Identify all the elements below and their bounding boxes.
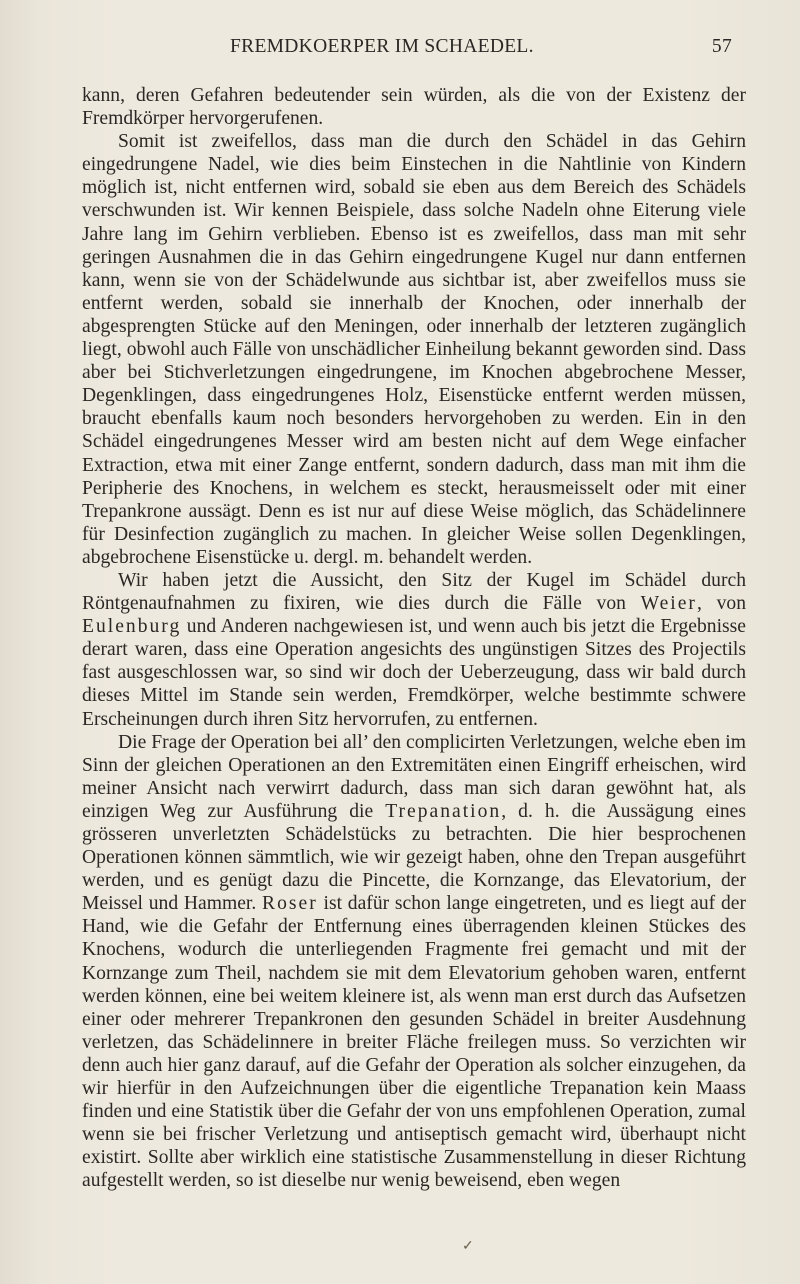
text-run: kann, deren Gefahren bedeutender sein würden, als die von der Existenz der Fremdkörper hervorgerufenen. (82, 85, 746, 130)
running-header (80, 36, 732, 64)
spaced-name: Roser (262, 893, 318, 915)
spaced-name: Trepanation (385, 800, 502, 822)
page-number: 57 (711, 36, 732, 57)
paragraph (82, 130, 746, 569)
running-title: FREMDKOERPER IM SCHAEDEL. (230, 36, 534, 57)
spaced-name: Eulenburg (82, 616, 182, 638)
spaced-name: Weier (640, 593, 697, 615)
printer-mark: ✓ (462, 1239, 474, 1254)
paragraph (82, 731, 746, 1193)
paragraph (82, 569, 746, 731)
text-run: , d. h. die Aussägung eines grösseren unverletzten Schädelstücks zu betrachten. Die hier besprochenen Operationen können sämmtlich, wie wir gezeigt haben, ohne den Trepan ausgeführt werden, und es genügt dazu die Pincette, die Kornzange, das Elevatorium, der Meissel und Hammer. (82, 800, 746, 915)
text-run: ist dafür schon lange eingetreten, und es liegt auf der Hand, wie die Gefahr der Entfernung eines überragenden kleinen Stückes des Knochens, wodurch die unterliegenden Fragmente frei gemacht und mit der Kornzange zum Theil, nachdem sie mit dem Elevatorium gehoben waren, entfernt werden können, eine bei weitem kleinere ist, als wenn man erst durch das Aufsetzen einer oder mehrerer Trepankronen den gesunden Schädel in breiter Ausdehnung verletzen, das Schädelinnere in breiter Fläche freilegen muss. So verzichten wir denn auch hier ganz darauf, auf die Gefahr der Operation als solcher einzugehen, da wir hierfür in den Aufzeichnungen über die eigentliche Trepanation kein Maass finden und eine Statistik über die Gefahr der von uns empfohlenen Operation, zumal wenn sie bei frischer Verletzung und antiseptisch gemacht wird, überhaupt nicht existirt. Sollte aber wirklich eine statistische Zusammenstellung in dieser Richtung aufgestellt werden, so ist dieselbe nur wenig beweisend, eben wegen (82, 893, 746, 1192)
text-run: Die Frage der Operation bei all’ den complicirten Verletzungen, welche eben im Sinn der gleichen Operationen an den Extremitäten einen Eingriff erheischen, wird meiner Ansicht nach verwirrt dadurch, dass man sich daran gewöhnt hat, als einzigen Weg zur Ausführung die (82, 731, 746, 822)
text-run: Wir haben jetzt die Aussicht, den Sitz der Kugel im Schädel durch Röntgenaufnahmen zu fixiren, wie dies durch die Fälle von (82, 569, 746, 615)
body-text (82, 84, 746, 1193)
text-run: , von (696, 593, 746, 615)
paragraph (82, 84, 746, 130)
text-run: und Anderen nachgewiesen ist, und wenn auch bis jetzt die Ergebnisse derart waren, dass eine Operation angesichts des ungünstigen Sitzes des Projectils fast ausgeschlossen war, so sind wir doch der Ueberzeugung, dass wir bald durch dieses Mittel im Stande sein werden, Fremdkörper, welche bestimmte schwere Erscheinungen durch ihren Sitz hervorrufen, zu entfernen. (82, 616, 746, 730)
text-run: Somit ist zweifellos, dass man die durch den Schädel in das Gehirn eingedrungene Nadel, wie dies beim Einstechen in die Nahtlinie von Kindern möglich ist, nicht entfernen wird, sobald sie eben aus dem Bereich des Schädels verschwunden ist. Wir kennen Beispiele, dass solche Nadeln ohne Eiterung viele Jahre lang im Gehirn verblieben. Ebenso ist es zweifellos, dass man mit sehr geringen Ausnahmen die in das Gehirn eingedrungene Kugel nur dann entfernen kann, wenn sie von der Schädelwunde aus sichtbar ist, aber zweifellos muss sie entfernt werden, sobald sie innerhalb der Knochen, oder innerhalb der abgesprengten Stücke auf den Meningen, oder innerhalb der letzteren zugänglich liegt, obwohl auch Fälle von unschädlicher Einheilung bekannt geworden sind. Dass aber bei Stichverletzungen eingedrungene, im Knochen abgebrochene Messer, Degenklingen, dass eingedrungenes Holz, Eisenstücke entfernt werden müssen, braucht ebenfalls kaum noch besonders hervorgehoben zu werden. Ein in den Schädel eingedrungenes Messer wird am besten nicht auf dem Wege einfacher Extraction, etwa mit einer Zange entfernt, sondern dadurch, dass man mit ihm die Peripherie des Knochens, in welchem es steckt, herausmeisselt oder mit einer Trepankrone aussägt. Denn es ist nur auf diese Weise möglich, das Schädelinnere für Desinfection zugänglich zu machen. In gleicher Weise sollen Degenklingen, abgebrochene Eisenstücke u. dergl. m. behandelt werden. (82, 131, 746, 568)
